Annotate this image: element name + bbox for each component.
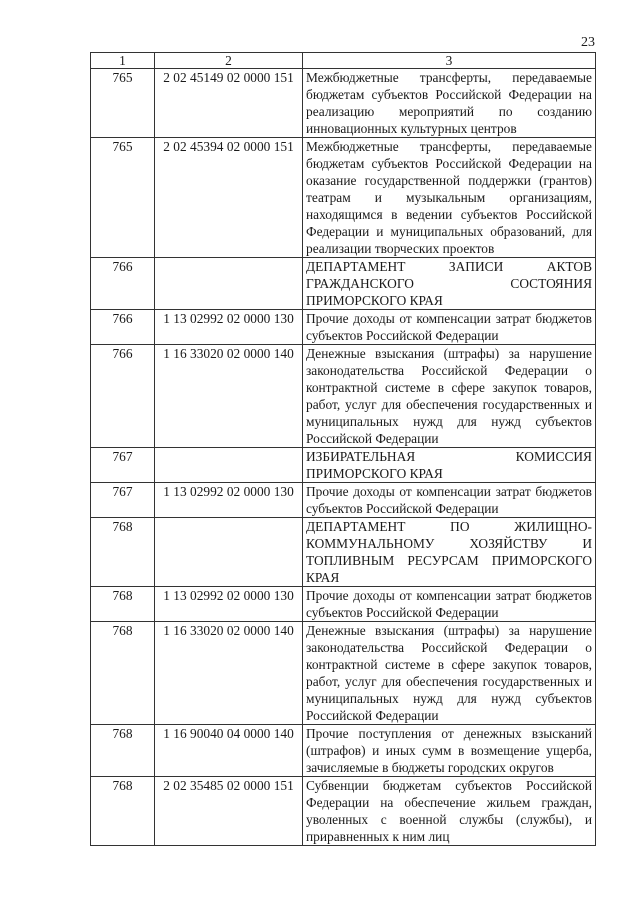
budget-classification-table [90, 52, 596, 846]
table-row [91, 69, 596, 138]
admin-code-cell: 768 [91, 518, 155, 587]
revenue-code-cell: 1 13 02992 02 0000 130 [155, 587, 303, 622]
table-row [91, 518, 596, 587]
table-header [91, 53, 596, 69]
admin-code-cell: 765 [91, 69, 155, 138]
admin-code-cell: 766 [91, 345, 155, 448]
page-number: 23 [581, 35, 595, 50]
admin-code-cell: 768 [91, 777, 155, 846]
revenue-code-cell: 2 02 35485 02 0000 151 [155, 777, 303, 846]
admin-code-cell: 766 [91, 310, 155, 345]
description-cell: Денежные взыскания (штрафы) за нарушение законодательства Российской Федерации о контрактной системе в сфере закупок товаров, работ, услуг для обеспечения государственных и муниципальных нужд для нужд субъектов Российской Федерации [303, 345, 596, 448]
description-cell: Денежные взыскания (штрафы) за нарушение законодательства Российской Федерации о контрактной системе в сфере закупок товаров, работ, услуг для обеспечения государственных и муниципальных нужд для нужд субъектов Российской Федерации [303, 622, 596, 725]
table-row [91, 777, 596, 846]
revenue-code-cell: 1 13 02992 02 0000 130 [155, 483, 303, 518]
description-cell: Прочие доходы от компенсации затрат бюджетов субъектов Российской Федерации [303, 587, 596, 622]
table-row [91, 587, 596, 622]
column-header-1: 1 [91, 53, 155, 69]
revenue-code-cell: 1 16 33020 02 0000 140 [155, 622, 303, 725]
description-cell: Прочие доходы от компенсации затрат бюджетов субъектов Российской Федерации [303, 483, 596, 518]
revenue-code-cell [155, 518, 303, 587]
table-row [91, 483, 596, 518]
revenue-code-cell: 2 02 45394 02 0000 151 [155, 138, 303, 258]
department-name-cell: ДЕПАРТАМЕНТ ПО ЖИЛИЩНО-КОММУНАЛЬНОМУ ХОЗЯЙСТВУ И ТОПЛИВНЫМ РЕСУРСАМ ПРИМОРСКОГО КРАЯ [303, 518, 596, 587]
description-cell: Прочие поступления от денежных взысканий (штрафов) и иных сумм в возмещение ущерба, зачисляемые в бюджеты городских округов [303, 725, 596, 777]
admin-code-cell: 768 [91, 725, 155, 777]
admin-code-cell: 767 [91, 483, 155, 518]
admin-code-cell: 765 [91, 138, 155, 258]
admin-code-cell: 767 [91, 448, 155, 483]
revenue-code-cell: 1 16 33020 02 0000 140 [155, 345, 303, 448]
description-cell: Межбюджетные трансферты, передаваемые бюджетам субъектов Российской Федерации на оказание государственной поддержки (грантов) театрам и музыкальным организациям, находящимся в ведении субъектов Российской Федерации и муниципальных образований, для реализации творческих проектов [303, 138, 596, 258]
revenue-code-cell: 1 16 90040 04 0000 140 [155, 725, 303, 777]
revenue-code-cell [155, 258, 303, 310]
description-cell: Межбюджетные трансферты, передаваемые бюджетам субъектов Российской Федерации на реализацию мероприятий по созданию инновационных культурных центров [303, 69, 596, 138]
table-row [91, 345, 596, 448]
admin-code-cell: 766 [91, 258, 155, 310]
table-body [91, 69, 596, 846]
column-header-2: 2 [155, 53, 303, 69]
description-cell: Прочие доходы от компенсации затрат бюджетов субъектов Российской Федерации [303, 310, 596, 345]
admin-code-cell: 768 [91, 622, 155, 725]
table-row [91, 310, 596, 345]
table-row [91, 622, 596, 725]
revenue-code-cell [155, 448, 303, 483]
department-name-cell: ИЗБИРАТЕЛЬНАЯ КОМИССИЯ ПРИМОРСКОГО КРАЯ [303, 448, 596, 483]
revenue-code-cell: 2 02 45149 02 0000 151 [155, 69, 303, 138]
department-name-cell: ДЕПАРТАМЕНТ ЗАПИСИ АКТОВ ГРАЖДАНСКОГО СОСТОЯНИЯ ПРИМОРСКОГО КРАЯ [303, 258, 596, 310]
admin-code-cell: 768 [91, 587, 155, 622]
column-header-3: 3 [303, 53, 596, 69]
table-row [91, 725, 596, 777]
revenue-code-cell: 1 13 02992 02 0000 130 [155, 310, 303, 345]
table-row [91, 138, 596, 258]
table-row [91, 448, 596, 483]
description-cell: Субвенции бюджетам субъектов Российской Федерации на обеспечение жильем граждан, уволенных с военной службы (службы), и приравненных к ним лиц [303, 777, 596, 846]
table-row [91, 258, 596, 310]
